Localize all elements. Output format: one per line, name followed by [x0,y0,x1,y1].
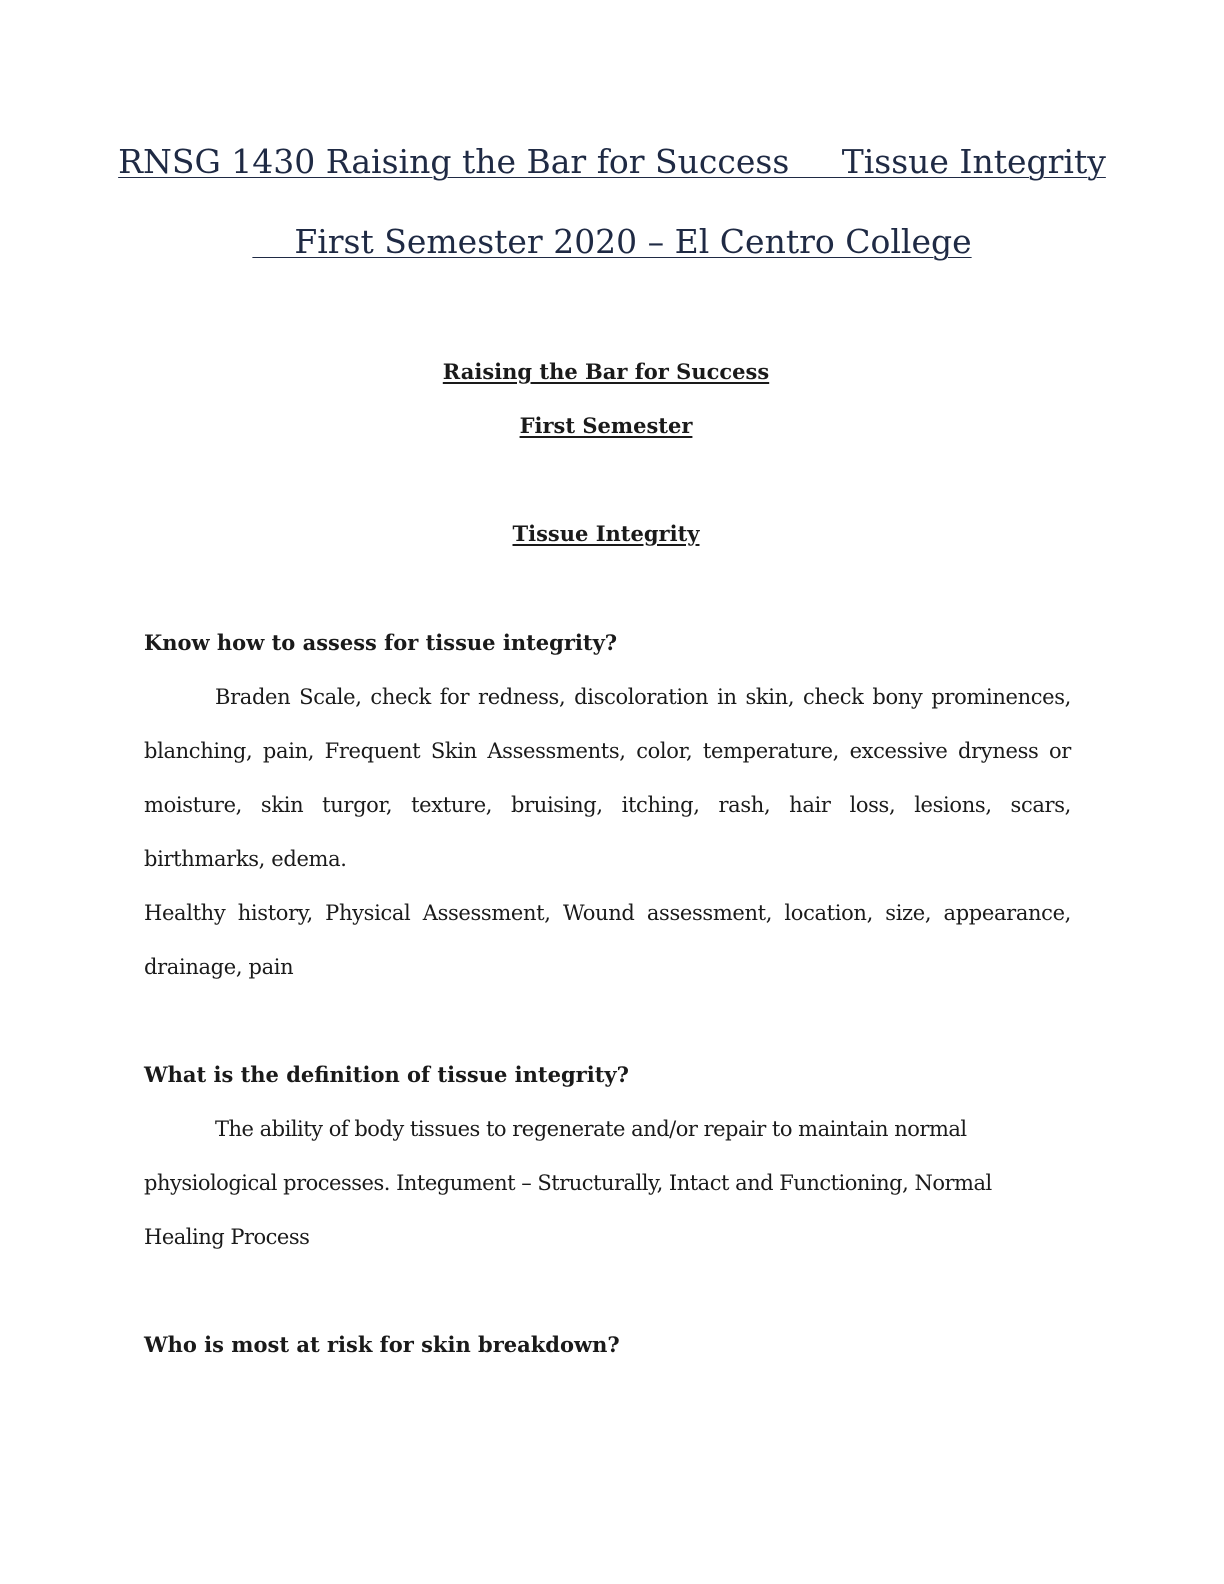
course-heading: Raising the Bar for Success [442,359,770,384]
document-title-line-1: RNSG 1430 Raising the Bar for Success Tissue Integrity [118,142,1106,181]
topic-heading: Tissue Integrity [512,521,700,546]
answer-text: Braden Scale, check for redness, discoloration in skin, check bony prominences, blanching, pain, Frequent Skin Assessments, color, temperature, excessive dryness or moisture, skin turgor, texture, bruising, itching, rash, hair loss, lesions, scars, birthmarks, edema. [144,685,1071,871]
answer-text: The ability of body tissues to regenerate and/or repair to maintain normal physiological processes. Integument – Structurally, Intact and Functioning, Normal Healing Process [144,1117,992,1249]
answer-assess-tissue-integrity-paragraph-1 [144,670,1071,886]
semester-heading: First Semester [519,413,693,438]
question-assess-tissue-integrity: Know how to assess for tissue integrity? [144,630,618,655]
document-title-line-2: First Semester 2020 – El Centro College [252,222,972,261]
answer-assess-tissue-integrity-paragraph-2: Healthy history, Physical Assessment, Wound assessment, location, size, appearance, drainage, pain [144,901,1071,979]
question-definition-tissue-integrity: What is the definition of tissue integrity? [144,1062,629,1087]
answer-definition-tissue-integrity [144,1102,1034,1264]
question-risk-skin-breakdown: Who is most at risk for skin breakdown? [144,1332,620,1357]
